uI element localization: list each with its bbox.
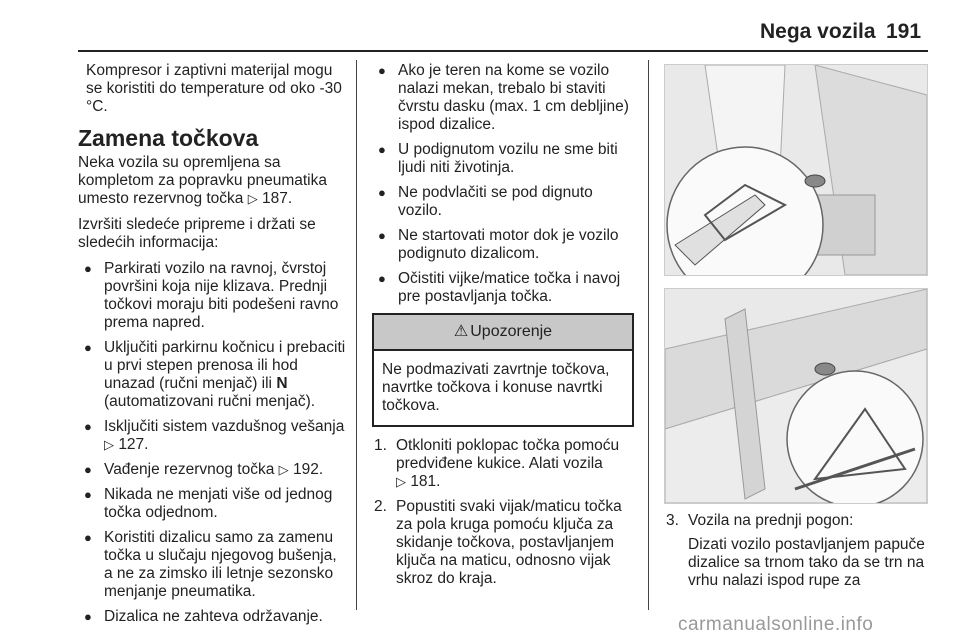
- column-divider-1: [356, 60, 357, 610]
- page-ref-link[interactable]: 181.: [410, 473, 441, 490]
- preparation-list: [78, 260, 346, 626]
- list-item: ● Ako je teren na kome se vozilo nalazi mekan, trebalo bi staviti čvrstu dasku (max. 1 cm debljine) ispod dizalice.: [372, 62, 634, 134]
- list-item: ● Koristiti dizalicu samo za zamenu točka u slučaju njegovog bušenja, a ne za zimsko ili letnje sezonsko menjanje pneumatika.: [78, 529, 346, 601]
- column-2: [372, 62, 634, 595]
- section-heading: Zamena točkova: [78, 125, 259, 151]
- paragraph-1: Neka vozila su opremljena sa kompletom za popravku pneumatika umesto rezervnog točka ▷ 187.: [78, 154, 327, 207]
- list-item: ● U podignutom vozilu ne sme biti ljudi niti životinja.: [372, 141, 634, 177]
- warning-box: [372, 313, 634, 427]
- list-item: ● Nikada ne menjati više od jednog točka odjednom.: [78, 486, 346, 522]
- page-ref-link[interactable]: 187.: [262, 190, 293, 207]
- warning-header: ⚠ Upozorenje: [374, 315, 632, 351]
- step-description: Dizati vozilo postavljanjem papuče dizalice sa trnom tako da se trn na vrhu nalazi ispod rupe za: [688, 536, 925, 589]
- column-1: [78, 62, 346, 633]
- warning-triangle-icon: ⚠: [453, 323, 469, 340]
- page-header-title: Nega vozila: [760, 20, 876, 43]
- list-item: ● Uključiti parkirnu kočnicu i prebaciti u prvi stepen prenosa ili hod unazad (ručni menjač) ili N (automatizovani ručni menjač).: [78, 339, 346, 411]
- step-item: 3. Vozila na prednji pogon: Dizati vozilo postavljanjem papuče dizalice sa trnom tako da se trn na vrhu nalazi ispod rupe za: [664, 512, 929, 590]
- list-item: ● Parkirati vozilo na ravnoj, čvrstoj površini koja nije klizava. Prednji točkovi moraju biti podešeni ravno prema napred.: [78, 260, 346, 332]
- warning-body: Ne podmazivati zavrtnje točkova, navrtke točkova i konuse navrtki točkova.: [382, 361, 610, 414]
- page-reference-arrow-icon: ▷: [396, 474, 406, 489]
- page-ref-link[interactable]: 127.: [118, 436, 149, 453]
- step-item: 2. Popustiti svaki vijak/maticu točka za pola kruga pomoću ključa za skidanje točkova, postavljanjem ključa na maticu, odnosno vijak skroz do kraja.: [374, 498, 622, 587]
- list-item: ● Dizalica ne zahteva održavanje.: [78, 608, 346, 626]
- list-item: ● Očistiti vijke/matice točka i navoj pre postavljanja točka.: [372, 270, 634, 306]
- page-reference-arrow-icon: ▷: [104, 437, 114, 452]
- page-reference-arrow-icon: ▷: [247, 191, 258, 206]
- page-ref-link[interactable]: 192.: [292, 461, 324, 478]
- safety-list: [372, 62, 634, 306]
- list-item: ● Vađenje rezervnog točka ▷ 192.: [78, 461, 346, 479]
- watermark: carmanualsonline.info: [678, 614, 874, 635]
- illustration-jack-placement-top: [664, 64, 928, 276]
- step-item: 1. Otkloniti poklopac točka pomoću predviđene kukice. Alati vozila ▷ 181.: [374, 437, 620, 490]
- list-item: ● Ne startovati motor dok je vozilo podignuto dizalicom.: [372, 227, 634, 263]
- intro-paragraph: Kompresor i zaptivni materijal mogu se koristiti do temperature od oko -30 °C.: [86, 62, 342, 115]
- paragraph-2: Izvršiti sledeće pripreme i držati se sledećih informacija:: [78, 216, 316, 251]
- page-number: 191: [886, 20, 922, 43]
- column-divider-2: [648, 60, 649, 610]
- steps-list-continued: [664, 512, 929, 590]
- page-reference-arrow-icon: ▷: [278, 462, 289, 477]
- header-rule: [78, 50, 928, 52]
- list-item: ● Ne podvlačiti se pod dignuto vozilo.: [372, 184, 634, 220]
- steps-list: [372, 437, 634, 588]
- column-3: [664, 512, 929, 597]
- illustration-jack-placement-bottom: [664, 288, 928, 504]
- list-item: ● Isključiti sistem vazdušnog vešanja ▷ 127.: [78, 418, 346, 454]
